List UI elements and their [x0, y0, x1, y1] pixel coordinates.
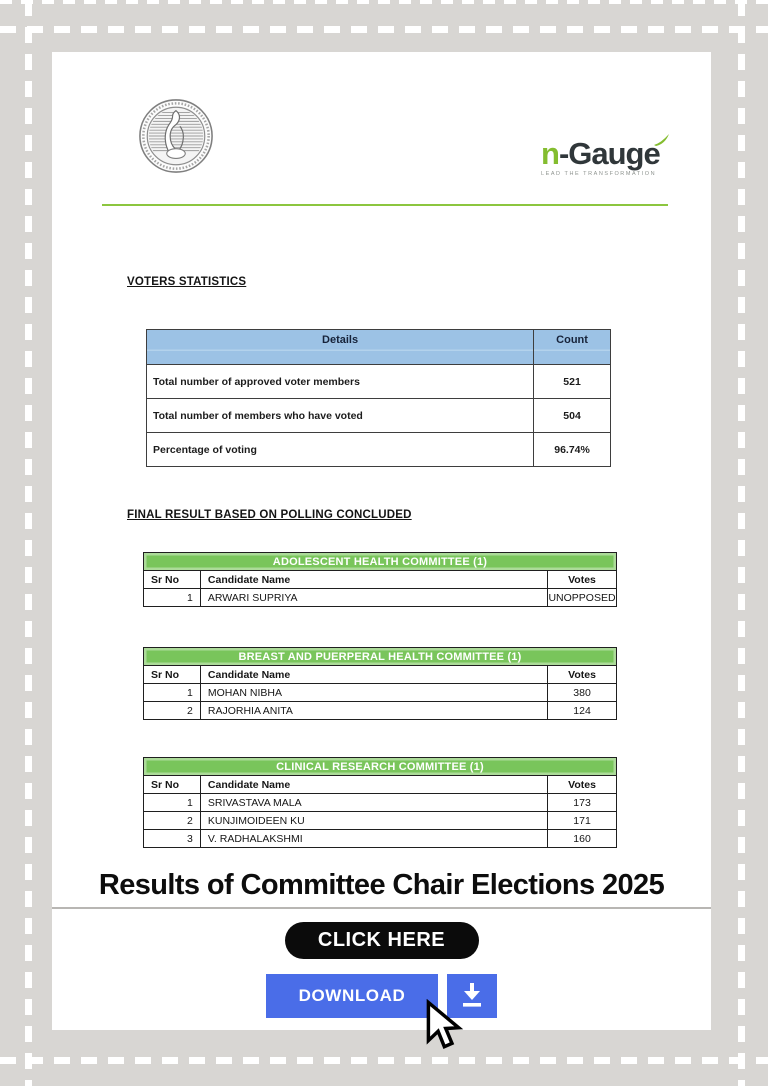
frame-dash-right — [738, 0, 745, 1086]
frame-dash-left — [25, 0, 32, 1086]
voters-statistics-heading: VOTERS STATISTICS — [127, 276, 247, 288]
committee-column-header-row — [144, 666, 617, 684]
candidate-name-cell: ARWARI SUPRIYA — [200, 589, 547, 607]
col-votes: Votes — [548, 571, 617, 589]
committee-title-banner: BREAST AND PUERPERAL HEALTH COMMITTEE (1) — [144, 648, 617, 666]
voters-detail-cell: Total number of members who have voted — [147, 399, 534, 433]
candidate-row — [144, 684, 617, 702]
ngauge-gauge: -Gauge — [558, 136, 660, 171]
sr-no-cell: 1 — [144, 684, 201, 702]
committee-title-banner: CLINICAL RESEARCH COMMITTEE (1) — [144, 758, 617, 776]
candidate-row — [144, 794, 617, 812]
voters-col-details: Details — [147, 330, 534, 365]
candidate-name-cell: SRIVASTAVA MALA — [200, 794, 547, 812]
votes-cell: UNOPPOSED — [548, 589, 617, 607]
voters-table-row — [147, 365, 611, 399]
committee-table-clinical-research — [143, 757, 617, 848]
header-divider-line — [102, 204, 668, 206]
col-sr-no: Sr No — [144, 571, 201, 589]
voters-col-count: Count — [534, 330, 611, 365]
col-sr-no: Sr No — [144, 776, 201, 794]
candidate-row — [144, 830, 617, 848]
sr-no-cell: 3 — [144, 830, 201, 848]
sr-no-cell: 2 — [144, 702, 201, 720]
voters-detail-cell: Percentage of voting — [147, 433, 534, 467]
voters-table-row — [147, 433, 611, 467]
frame-dash-bottom — [0, 1057, 768, 1064]
voters-table-header-row — [147, 330, 611, 365]
ngauge-n: n — [541, 136, 559, 171]
ngauge-swoosh-icon — [654, 134, 670, 146]
sr-no-cell: 1 — [144, 794, 201, 812]
click-here-button[interactable]: CLICK HERE — [285, 922, 479, 959]
mouse-pointer-icon — [423, 999, 465, 1051]
votes-cell: 173 — [548, 794, 617, 812]
committee-column-header-row — [144, 776, 617, 794]
society-seal-logo — [137, 97, 215, 175]
voters-detail-cell: Total number of approved voter members — [147, 365, 534, 399]
committee-title-banner: ADOLESCENT HEALTH COMMITTEE (1) — [144, 553, 617, 571]
candidate-name-cell: V. RADHALAKSHMI — [200, 830, 547, 848]
votes-cell: 124 — [548, 702, 617, 720]
col-votes: Votes — [548, 666, 617, 684]
votes-cell: 380 — [548, 684, 617, 702]
ngauge-logo — [541, 138, 701, 177]
committee-table-breast-puerperal-health — [143, 647, 617, 720]
votes-cell: 160 — [548, 830, 617, 848]
page-bottom-divider — [52, 907, 711, 909]
col-candidate-name: Candidate Name — [200, 666, 547, 684]
ngauge-tagline: LEAD THE TRANSFORMATION — [541, 171, 657, 177]
frame-dash-top-edge — [0, 0, 768, 4]
candidate-name-cell: RAJORHIA ANITA — [200, 702, 547, 720]
candidate-row — [144, 812, 617, 830]
committee-column-header-row — [144, 571, 617, 589]
voters-count-cell: 521 — [534, 365, 611, 399]
col-candidate-name: Candidate Name — [200, 571, 547, 589]
voters-count-cell: 504 — [534, 399, 611, 433]
candidate-name-cell: KUNJIMOIDEEN KU — [200, 812, 547, 830]
voters-table-row — [147, 399, 611, 433]
candidate-name-cell: MOHAN NIBHA — [200, 684, 547, 702]
download-button[interactable]: DOWNLOAD — [266, 974, 438, 1018]
final-results-heading: FINAL RESULT BASED ON POLLING CONCLUDED — [127, 509, 412, 521]
voters-count-cell: 96.74% — [534, 433, 611, 467]
col-candidate-name: Candidate Name — [200, 776, 547, 794]
votes-cell: 171 — [548, 812, 617, 830]
download-button-group — [52, 974, 711, 1018]
document-card — [52, 52, 711, 1030]
poster-title: Results of Committee Chair Elections 2025 — [98, 869, 665, 901]
ngauge-wordmark — [541, 138, 660, 169]
voters-statistics-table — [146, 329, 611, 467]
candidate-row — [144, 589, 617, 607]
committee-table-adolescent-health — [143, 552, 617, 607]
frame-dash-top — [0, 26, 768, 33]
col-sr-no: Sr No — [144, 666, 201, 684]
sr-no-cell: 2 — [144, 812, 201, 830]
col-votes: Votes — [548, 776, 617, 794]
candidate-row — [144, 702, 617, 720]
sr-no-cell: 1 — [144, 589, 201, 607]
